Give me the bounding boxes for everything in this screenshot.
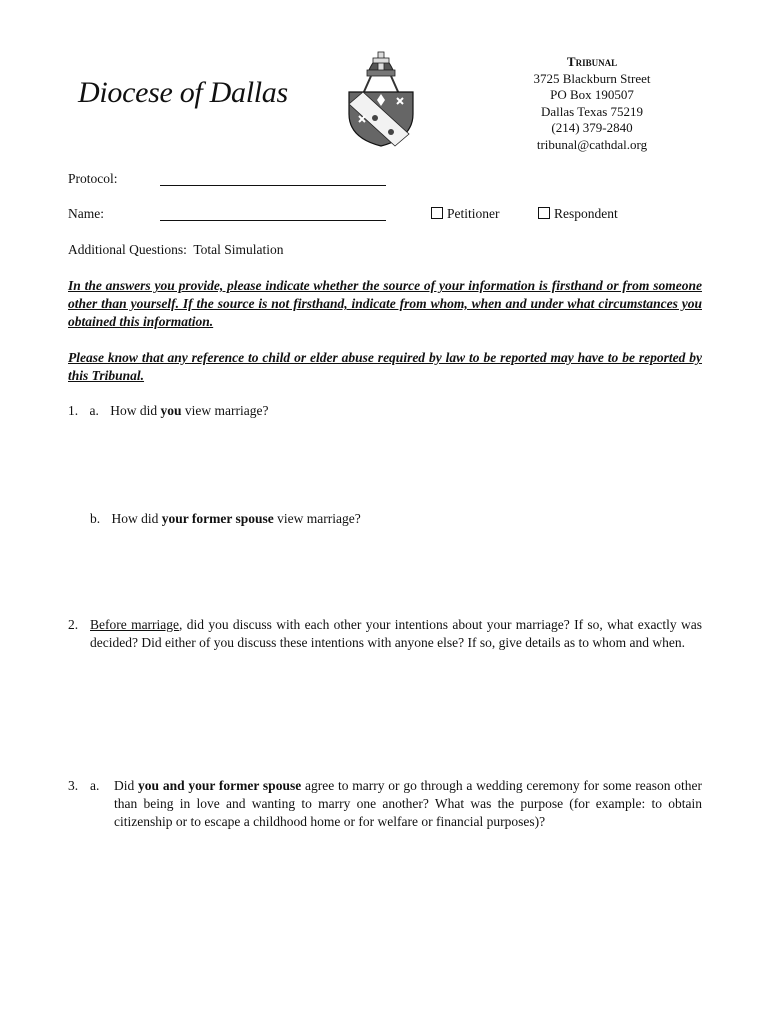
question-emphasis: you [160,403,182,418]
question-letter: b. [90,511,101,526]
protocol-field[interactable] [160,171,386,186]
question-3a [114,777,702,831]
question-1b [90,510,361,528]
organization-title: Diocese of Dallas [78,76,288,109]
question-text: How did [111,511,162,526]
question-text: , did you discuss with each other your intentions about your marriage? If so, what exactly was decided? Did either of you discuss these intentions with anyone else? If so, give details as to whom and when. [90,617,703,650]
question-3-number: 3. [68,778,79,793]
form-subtitle: Additional Questions: Total Simulation [68,242,284,257]
question-text: How did [110,403,161,418]
question-emphasis: your former spouse [161,511,274,526]
question-2-number: 2. [68,617,79,632]
tribunal-email[interactable]: tribunal@cathdal.org [536,136,648,152]
name-field[interactable] [160,206,386,221]
respondent-option[interactable] [538,206,618,222]
tribunal-street: 3725 Blackburn Street [533,70,651,86]
abuse-reporting-notice: Please know that any reference to child or elder abuse required by law to be reported may have to be reported by this Tribunal. [68,350,702,383]
question-text: agree to marry or go through a wedding ceremony for some reason other than being in love and wanting to marry one another? What was the purpose (for example: to obtain citizenship or to escape a childhood home or for welfare or financial purposes)? [114,778,702,829]
question-3a-letter: a. [90,778,100,793]
tribunal-address-block [512,54,672,153]
tribunal-po-box: PO Box 190507 [550,87,634,102]
name-label: Name: [68,206,104,221]
petitioner-option[interactable] [431,206,500,222]
question-emphasis: you and your former spouse [138,778,302,793]
petitioner-checkbox[interactable] [431,207,443,219]
protocol-label: Protocol: [68,171,118,186]
tribunal-heading: Tribunal [566,54,618,69]
question-2 [90,616,702,652]
question-text: view marriage? [273,511,361,526]
question-emphasis: Before marriage [90,617,180,632]
question-1a [68,402,268,420]
respondent-checkbox[interactable] [538,207,550,219]
source-instruction: In the answers you provide, please indicate whether the source of your information is firsthand or from someone other than yourself. If the source is not firsthand, indicate from whom, when and under what circumstances you obtained this information. [68,278,702,329]
question-text: Did [114,778,139,793]
diocese-coat-of-arms-icon [345,44,417,148]
respondent-label: Respondent [554,206,618,221]
tribunal-city: Dallas Texas 75219 [540,103,644,119]
question-number: 1. [68,403,79,418]
question-text: view marriage? [181,403,269,418]
tribunal-phone: (214) 379-2840 [551,120,633,135]
petitioner-label: Petitioner [447,206,500,221]
question-letter: a. [89,403,99,418]
